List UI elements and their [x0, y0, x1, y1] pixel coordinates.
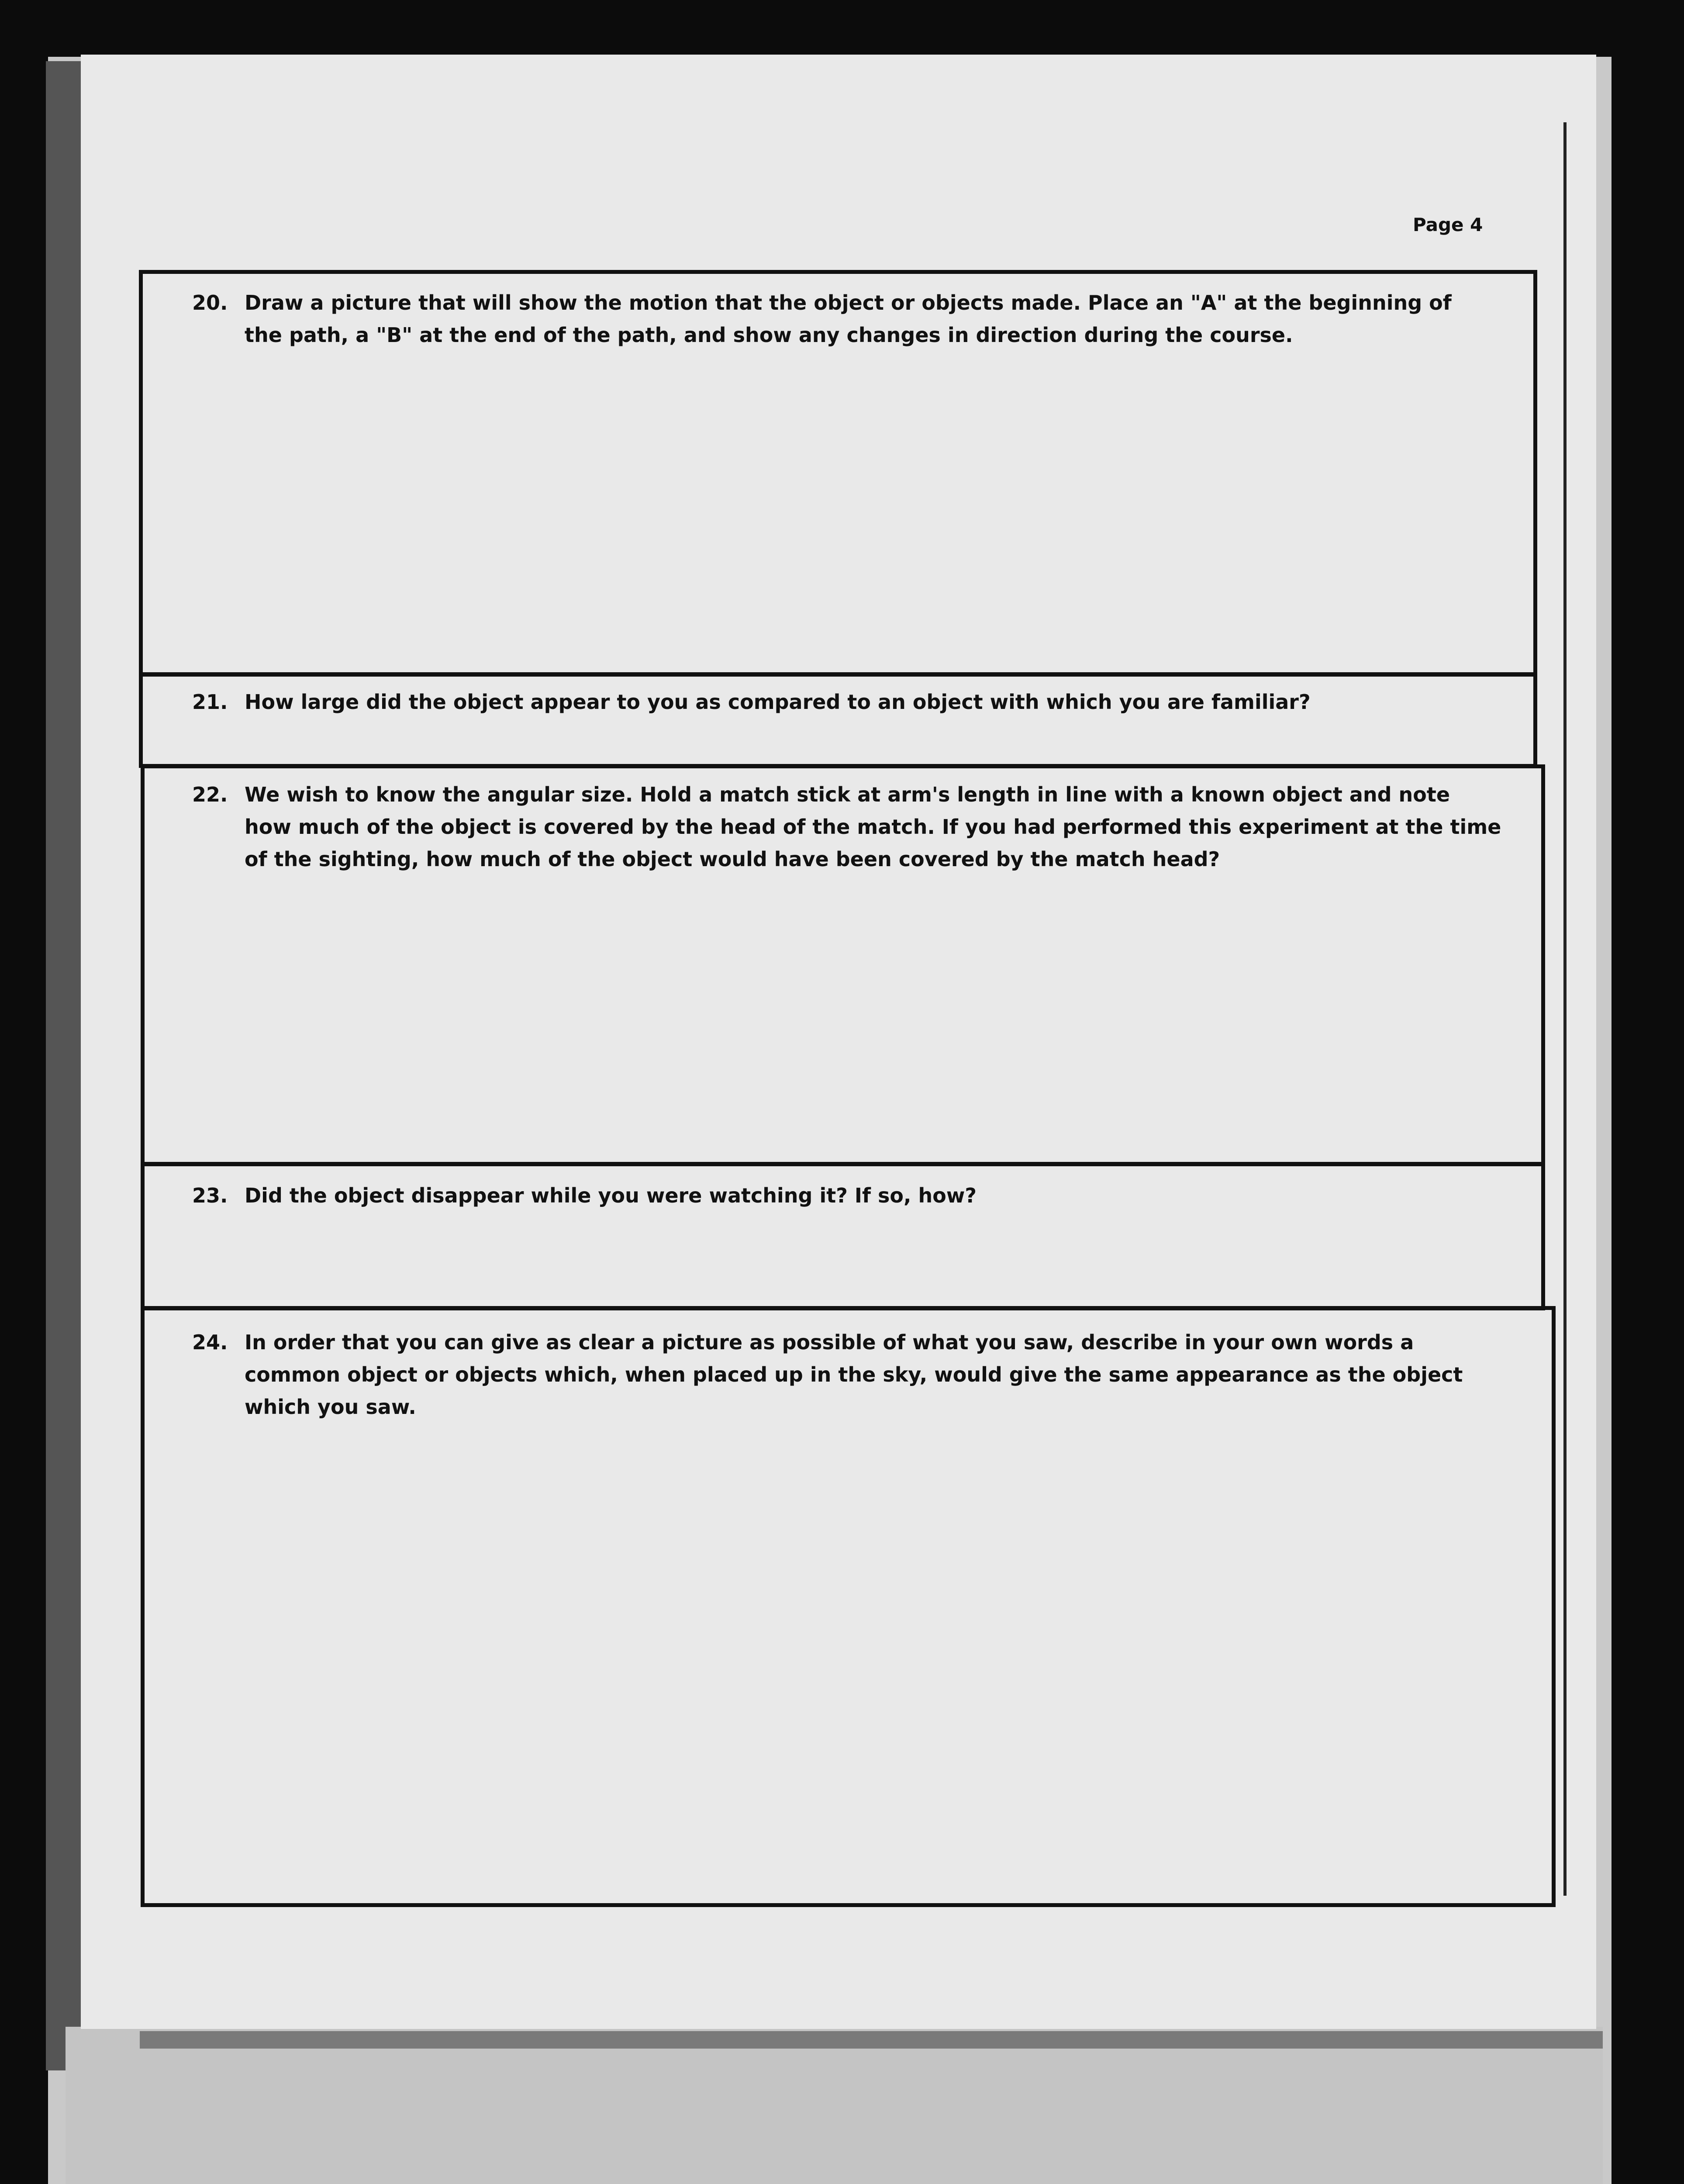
- question-20-text: Draw a picture that will show the motion that the object or objects made. Place an "A" at the beginning of the path, a "B" at the end of the path, and show any changes in direction during the course.: [245, 291, 1452, 347]
- page-number: Page 4: [1413, 214, 1483, 235]
- question-24: [192, 1326, 1511, 1431]
- page-right-edge: [1563, 122, 1567, 1896]
- question-22: [192, 778, 1502, 883]
- question-20-number: 20.: [192, 291, 228, 314]
- question-21: [192, 686, 1494, 721]
- question-21-number: 21.: [192, 690, 228, 714]
- question-23-text: Did the object disappear while you were watching it? If so, how?: [245, 1184, 977, 1207]
- question-20: [192, 287, 1494, 356]
- page-bottom-shadow: [140, 2031, 1603, 2049]
- question-22-number: 22.: [192, 783, 228, 806]
- question-24-text: In order that you can give as clear a picture as possible of what you saw, describe in your own words a common object or objects which, when placed up in the sky, would give the same appearance as the object which you saw.: [245, 1330, 1463, 1419]
- question-23-number: 23.: [192, 1184, 228, 1207]
- question-24-number: 24.: [192, 1330, 228, 1354]
- lower-backing: [66, 2027, 1603, 2184]
- question-22-text: We wish to know the angular size. Hold a match stick at arm's length in line with a known object and note how much of the object is covered by the head of the match. If you had performed this experiment at the time of the sighting, how much of the object would have been covered by the match head?: [245, 783, 1501, 871]
- question-21-text: How large did the object appear to you as compared to an object with which you are familiar?: [245, 690, 1311, 714]
- question-23: [192, 1179, 1502, 1214]
